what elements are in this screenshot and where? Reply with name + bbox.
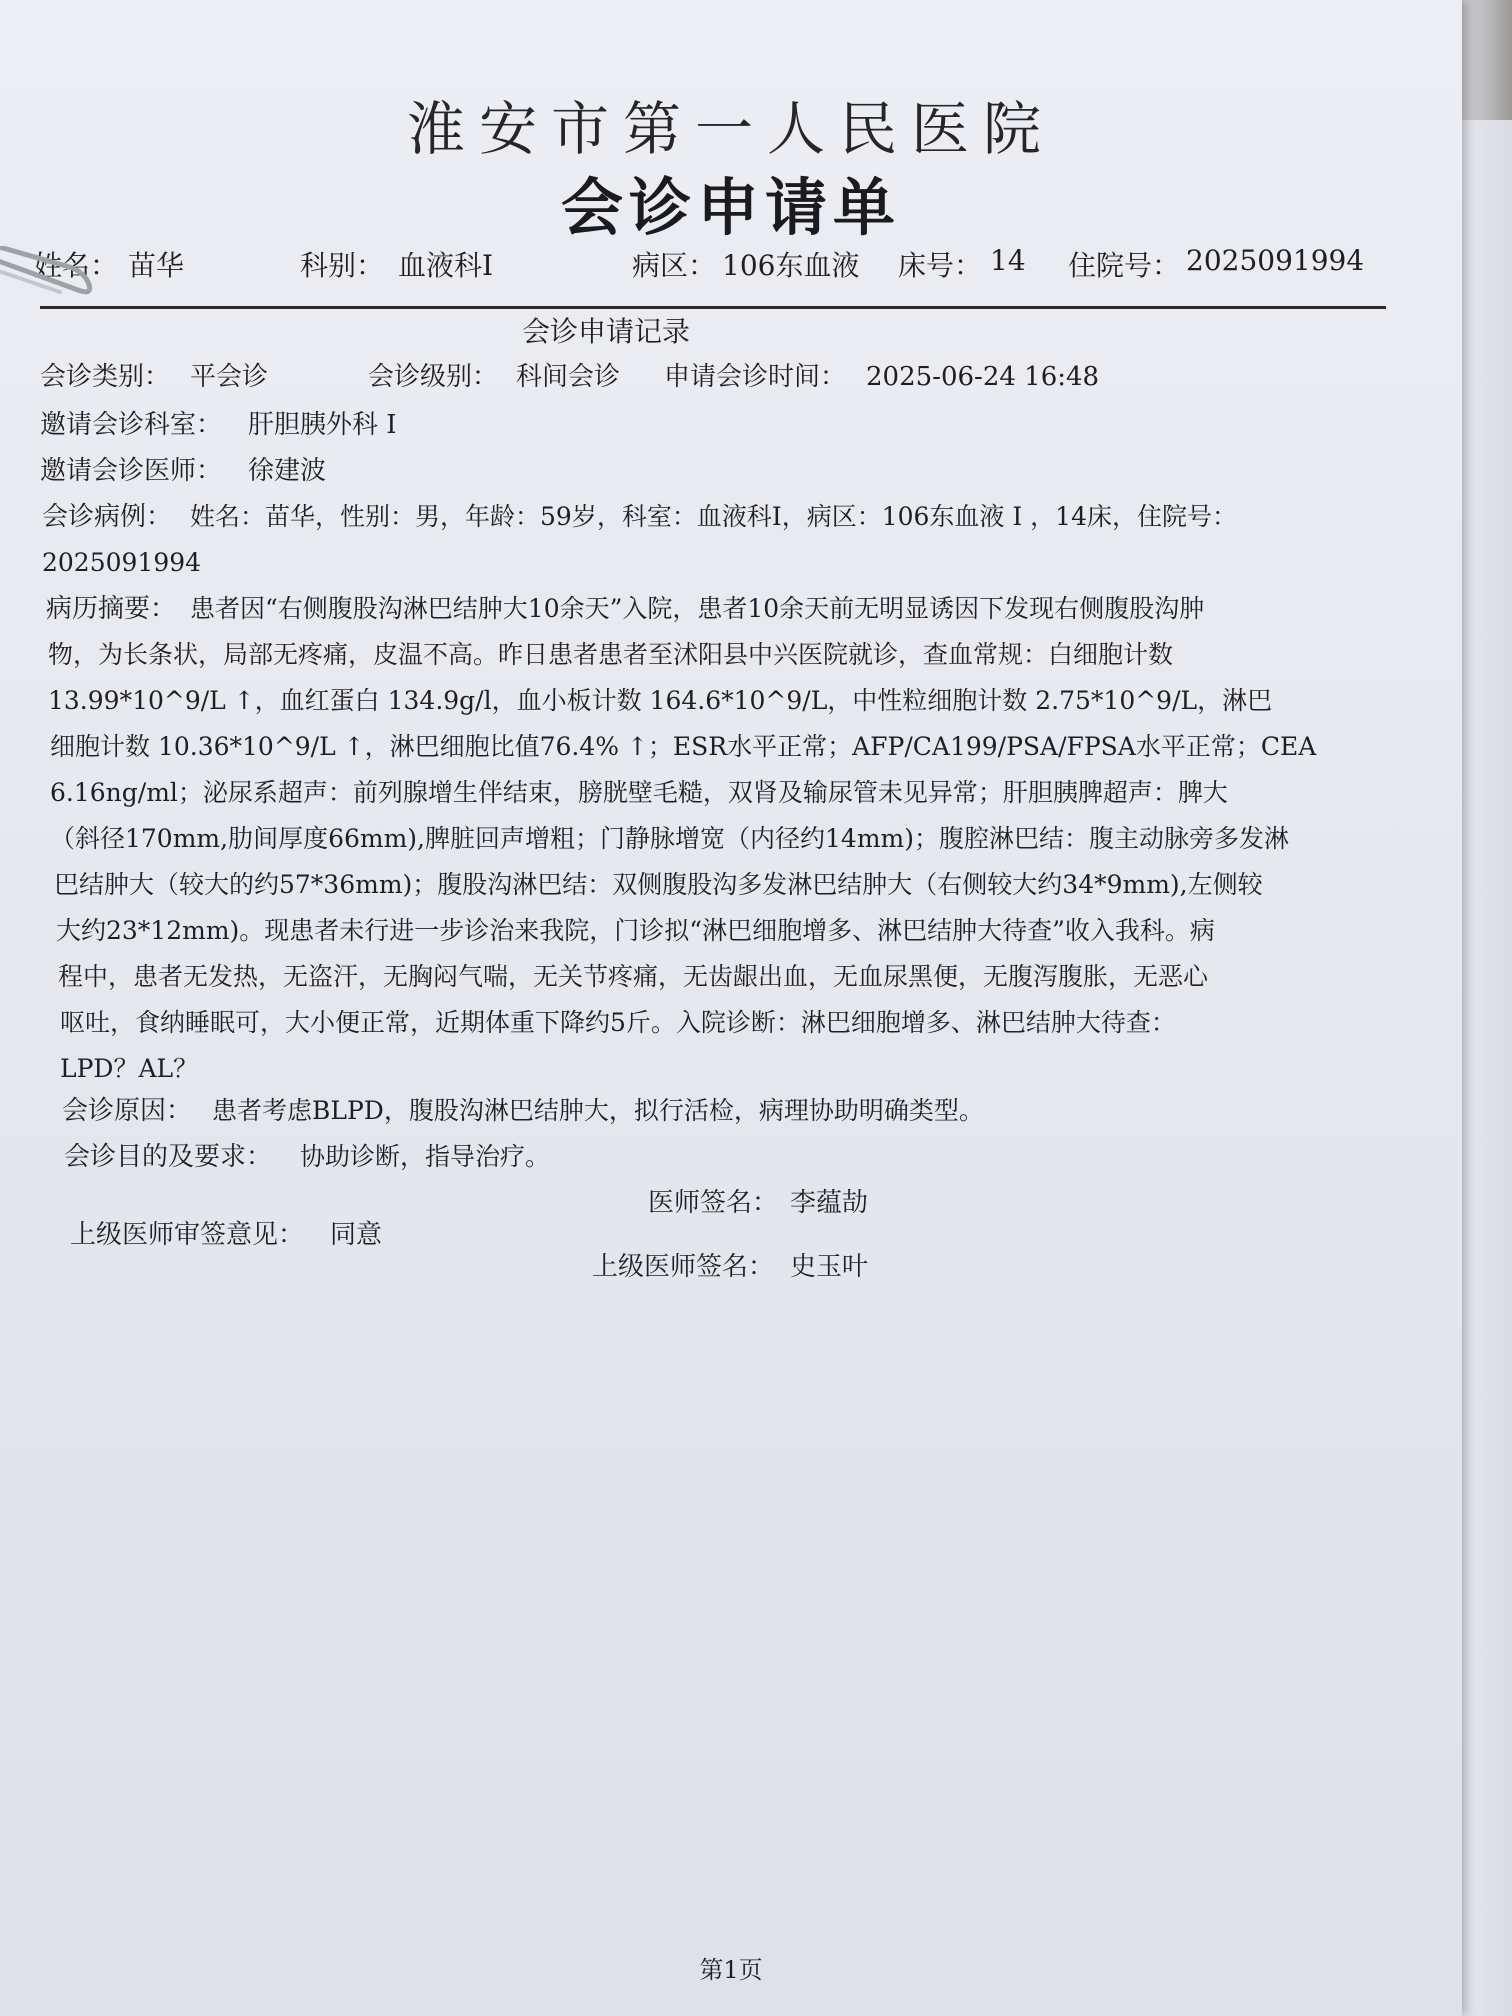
history-line: 物，为长条状，局部无疼痛，皮温不高。昨日患者患者至沭阳县中兴医院就诊，查血常规：白细胞计数 <box>48 640 1174 669</box>
history-line: LPD？AL？ <box>60 1054 199 1083</box>
bed-number: 14 <box>990 244 1026 277</box>
patient-name: 苗华 <box>128 249 185 282</box>
history-label: 病历摘要： <box>46 594 177 624</box>
consult-level: 科间会诊 <box>516 362 621 392</box>
page-number: 第1页 <box>699 1956 763 1984</box>
paper-clip-icon <box>0 246 100 306</box>
history-line: 细胞计数 10.36*10^9/L ↑，淋巴细胞比值76.4% ↑；ESR水平正常；AFP/CA199/PSA/FPSA水平正常；CEA <box>50 732 1317 761</box>
case-line-1: 姓名：苗华，性别：男，年龄：59岁，科室：血液科I，病区：106东血液 I ，14床，住院号： <box>190 502 1237 531</box>
history-line: （斜径170mm,肋间厚度66mm),脾脏回声增粗；门静脉增宽（内径约14mm)；腹腔淋巴结：腹主动脉旁多发淋 <box>50 824 1289 853</box>
reason-label: 会诊原因： <box>62 1096 193 1126</box>
case-line-2: 2025091994 <box>42 548 202 577</box>
purpose-text: 协助诊断，指导治疗。 <box>300 1142 551 1171</box>
case-label: 会诊病例： <box>42 502 173 532</box>
bed-label: 床号： <box>898 249 983 282</box>
consult-level-label: 会诊级别： <box>368 362 499 392</box>
consult-time-label: 申请会诊时间： <box>664 362 847 392</box>
senior-sign-label: 上级医师签名： <box>592 1252 775 1282</box>
senior-opinion-label: 上级医师审签意见： <box>70 1220 305 1250</box>
history-line: 巴结肿大（较大的约57*36mm)；腹股沟淋巴结：双侧腹股沟多发淋巴结肿大（右侧较大约34*9mm),左侧较 <box>54 870 1263 899</box>
invite-doctor-label: 邀请会诊医师： <box>40 456 223 486</box>
history-line: 呕吐，食纳睡眠可，大小便正常，近期体重下降约5斤。入院诊断：淋巴细胞增多、淋巴结肿大待查： <box>60 1008 1176 1037</box>
dept-label: 科别： <box>300 249 385 282</box>
senior-sign-name: 史玉叶 <box>790 1252 869 1282</box>
patient-ward: 106东血液 <box>722 249 860 282</box>
doctor-sign-name: 李蕴劼 <box>790 1188 869 1218</box>
history-line: 患者因“右侧腹股沟淋巴结肿大10余天”入院，患者10余天前无明显诱因下发现右侧腹股沟肿 <box>190 594 1205 623</box>
inpatient-label: 住院号： <box>1068 249 1181 282</box>
hospital-name: 淮安市第一人民医院 <box>406 95 1055 163</box>
header-divider <box>40 306 1386 309</box>
history-line: 程中，患者无发热，无盗汗，无胸闷气喘，无关节疼痛，无齿龈出血，无血尿黑便，无腹泻腹胀，无恶心 <box>58 962 1209 991</box>
purpose-label: 会诊目的及要求： <box>64 1142 273 1172</box>
doctor-sign-label: 医师签名： <box>648 1188 779 1218</box>
history-line: 13.99*10^9/L ↑，血红蛋白 134.9g/l，血小板计数 164.6*10^9/L，中性粒细胞计数 2.75*10^9/L，淋巴 <box>48 686 1273 715</box>
invite-dept: 肝胆胰外科 I <box>248 410 397 440</box>
consult-time: 2025-06-24 16:48 <box>866 362 1100 392</box>
history-line: 大约23*12mm)。现患者未行进一步诊治来我院，门诊拟“淋巴细胞增多、淋巴结肿大待查”收入我科。病 <box>56 916 1215 945</box>
reason-text: 患者考虑BLPD，腹股沟淋巴结肿大，拟行活检，病理协助明确类型。 <box>212 1096 984 1125</box>
consult-type-label: 会诊类别： <box>40 362 171 392</box>
patient-dept: 血液科I <box>398 249 494 282</box>
invite-dept-label: 邀请会诊科室： <box>40 410 223 440</box>
consult-type: 平会诊 <box>190 362 269 392</box>
name-label: 姓名： <box>34 249 119 282</box>
section-title: 会诊申请记录 <box>521 315 690 348</box>
history-line: 6.16ng/ml；泌尿系超声：前列腺增生伴结束，膀胱壁毛糙，双肾及输尿管未见异常；肝胆胰脾超声：脾大 <box>50 778 1228 807</box>
form-title: 会诊申请单 <box>560 171 901 244</box>
ward-label: 病区： <box>632 249 717 282</box>
senior-opinion-text: 同意 <box>330 1220 383 1250</box>
inpatient-number: 2025091994 <box>1186 244 1365 277</box>
invite-doctor: 徐建波 <box>248 456 327 486</box>
